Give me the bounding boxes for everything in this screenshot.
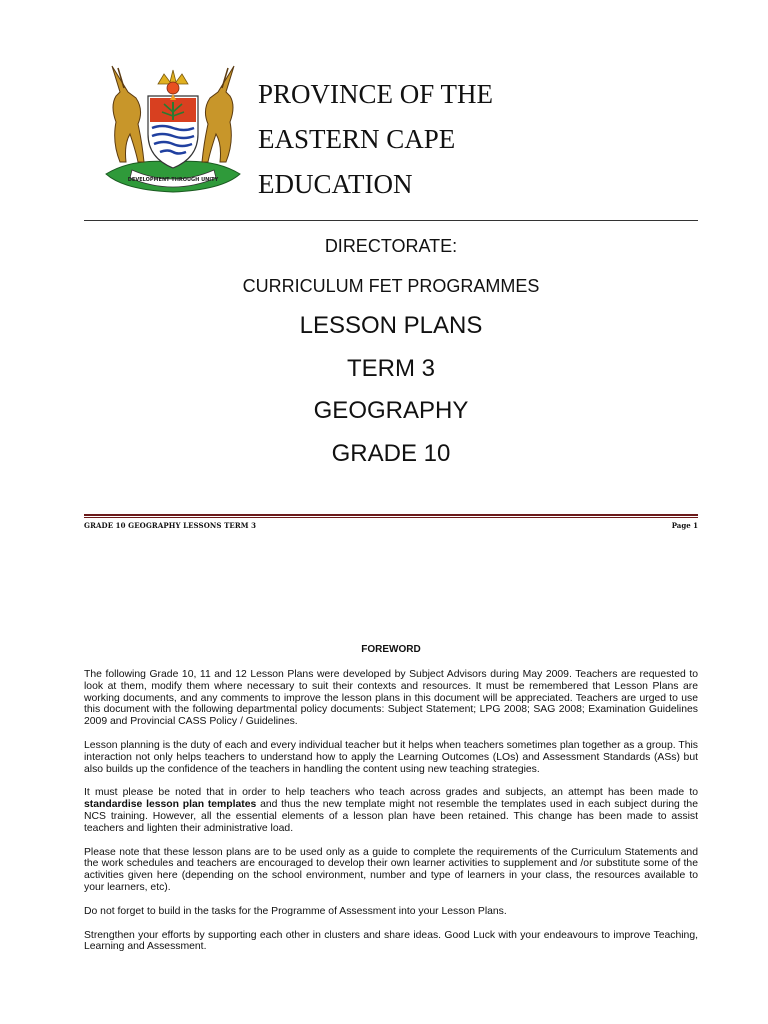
- foreword-heading: FOREWORD: [361, 644, 421, 655]
- term-title: TERM 3: [346, 355, 435, 382]
- province-line-3: EDUCATION: [258, 169, 413, 199]
- footer-page-number: Page 1: [671, 521, 698, 530]
- foreword-paragraph-3: [84, 787, 698, 834]
- crest-motto: DEVELOPMENT THROUGH UNITY: [127, 177, 219, 183]
- foreword-paragraph-1: The following Grade 10, 11 and 12 Lesson Plans were developed by Subject Advisors during May 2009. Teachers are requested to look at them, modify them where necessary to suit their contexts and resources. It must be remembered that Lesson Plans are working documents, and any comments to improve the lesson plans in this document will be appreciated. Teachers are urged to use this document with the following departmental policy documents: Subject Statement; LPG 2008; SAG 2008; Examination Guidelines 2009 and Provincial CASS Policy / Guidelines.: [84, 669, 698, 728]
- lesson-plans-title: LESSON PLANS: [299, 312, 483, 339]
- province-heading: [258, 72, 493, 207]
- province-line-1: PROVINCE OF THE: [258, 79, 494, 109]
- subject-title: GEOGRAPHY: [313, 397, 469, 424]
- footer-document-title: GRADE 10 GEOGRAPHY LESSONS TERM 3: [84, 521, 257, 530]
- foreword-paragraph-3-start: It must please be noted that in order to help teachers who teach across grades and subjects, an attempt has been made to: [84, 787, 698, 799]
- grade-title: GRADE 10: [331, 440, 451, 467]
- footer-divider: [84, 514, 698, 518]
- directorate-label: DIRECTORATE:: [324, 236, 458, 256]
- foreword-paragraph-2: Lesson planning is the duty of each and every individual teacher but it helps when teachers sometimes plan together as a group. This interaction not only helps teachers to understand how to apply the Learning Outcomes (LOs) and Assessment Standards (ASs) but also builds up the confidence of the teachers in handling the content using new teaching strategies.: [84, 739, 698, 775]
- coat-of-arms-icon: [102, 62, 244, 200]
- foreword-paragraph-5: Do not forget to build in the tasks for the Programme of Assessment into your Lesson Plans.: [84, 905, 507, 917]
- foreword-paragraph-4: Please note that these lesson plans are to be used only as a guide to complete the requirements of the Curriculum Statements and the work schedules and teachers are encouraged to develop their own learner activities to supplement and /or substitute some of the activities given here (depending on the school environment, number and type of learners in your class, the resources available to your learners, etc).: [84, 846, 698, 893]
- curriculum-label: CURRICULUM FET PROGRAMMES: [242, 276, 540, 296]
- foreword-paragraph-6: Strengthen your efforts by supporting each other in clusters and share ideas. Good Luck with your endeavours to improve Teaching, Learning and Assessment.: [84, 929, 698, 953]
- province-line-2: EASTERN CAPE: [258, 124, 456, 154]
- foreword-body: [84, 669, 698, 965]
- foreword-paragraph-3-emphasis: standardise lesson plan templates: [84, 799, 257, 811]
- header-divider: [84, 220, 698, 221]
- foreword-paragraph-3-end: and thus the new template might not resemble the templates used in each subject during the NCS training. However, all the essential elements of a lesson plan have been retained. This change has been made to assist teachers and lighten their administrative load.: [84, 799, 698, 834]
